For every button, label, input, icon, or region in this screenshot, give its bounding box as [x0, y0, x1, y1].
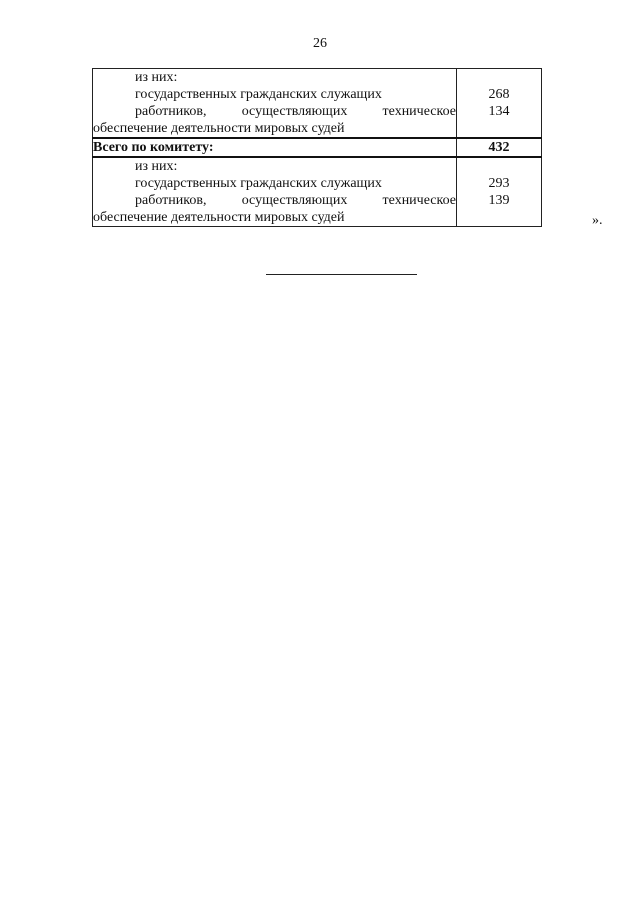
table-row-total — [93, 138, 542, 157]
row-label-civil-servants: государственных гражданских служащих — [135, 87, 382, 102]
value-cell — [457, 69, 542, 139]
total-label: Всего по комитету: — [93, 138, 457, 157]
table-row-group-1 — [93, 69, 542, 139]
value-cell — [457, 157, 542, 227]
word: осуществляющих — [241, 193, 348, 208]
value-blank — [457, 209, 541, 226]
word: работников, — [135, 193, 207, 208]
row-label-civil-servants: государственных гражданских служащих — [135, 176, 382, 191]
word: работников, — [135, 104, 207, 119]
value-blank — [457, 69, 541, 86]
staff-count-table — [92, 68, 542, 227]
value-blank — [457, 158, 541, 175]
row-label-technical-staff — [93, 103, 456, 120]
description-cell — [93, 157, 457, 227]
value-civil-servants: 293 — [488, 176, 510, 191]
row-label-technical-staff-continuation: обеспечение деятельности мировых судей — [93, 121, 345, 136]
end-divider-line — [266, 274, 417, 275]
closing-quote: ». — [592, 213, 603, 228]
row-label-technical-staff — [93, 192, 456, 209]
word: техническое — [382, 193, 456, 208]
row-label-of-which: из них: — [135, 70, 178, 85]
word: техническое — [382, 104, 456, 119]
value-civil-servants: 268 — [488, 87, 510, 102]
row-label-of-which: из них: — [135, 159, 178, 174]
description-cell — [93, 69, 457, 139]
value-blank — [457, 120, 541, 137]
word: осуществляющих — [241, 104, 348, 119]
table-row-group-2 — [93, 157, 542, 227]
value-technical-staff: 134 — [488, 104, 510, 119]
page-number: 26 — [313, 36, 327, 51]
row-label-technical-staff-continuation: обеспечение деятельности мировых судей — [93, 210, 345, 225]
value-technical-staff: 139 — [488, 193, 510, 208]
total-value: 432 — [457, 138, 542, 157]
